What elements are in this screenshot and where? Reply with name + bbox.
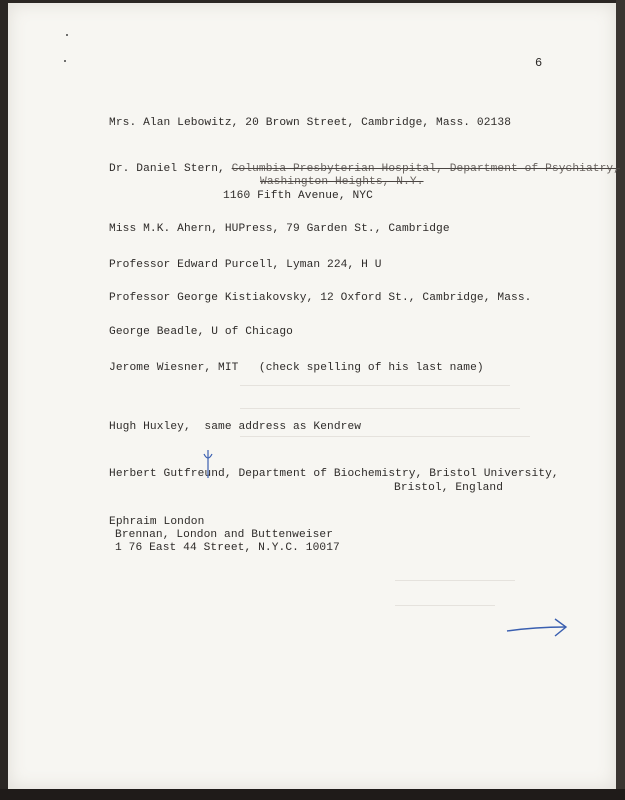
entry-london-line3: 1 76 East 44 Street, N.Y.C. 10017 xyxy=(115,542,340,554)
stern-name: Dr. Daniel Stern, xyxy=(109,163,232,175)
paper-speck xyxy=(66,34,68,36)
handwritten-correction-mark xyxy=(200,448,216,484)
page-number: 6 xyxy=(535,56,543,70)
entry-gutfreund-line2: Bristol, England xyxy=(394,482,504,494)
bleed-through-line xyxy=(395,605,495,606)
bleed-through-line xyxy=(395,580,515,581)
entry-ahern: Miss M.K. Ahern, HUPress, 79 Garden St., Cambridge xyxy=(109,223,450,235)
stern-struck-address-line1: Columbia Presbyterian Hospital, Department of Psychiatry, xyxy=(231,163,621,175)
bleed-through-line xyxy=(240,385,510,386)
stern-address: 1160 Fifth Avenue, NYC xyxy=(223,190,373,202)
bleed-through-line xyxy=(240,408,520,409)
entry-london-line2: Brennan, London and Buttenweiser xyxy=(115,529,334,541)
entry-beadle: George Beadle, U of Chicago xyxy=(109,326,293,338)
scanner-bottom-edge xyxy=(0,789,625,800)
entry-stern-line1 xyxy=(109,163,620,175)
entry-london-line1: Ephraim London xyxy=(109,516,205,528)
entry-wiesner: Jerome Wiesner, MIT (check spelling of his last name) xyxy=(109,362,484,374)
entry-kistiakovsky: Professor George Kistiakovsky, 12 Oxford St., Cambridge, Mass. xyxy=(109,292,532,304)
entry-huxley: Hugh Huxley, same address as Kendrew xyxy=(109,421,362,433)
handwritten-arrow-icon xyxy=(505,615,575,643)
bleed-through-line xyxy=(240,436,530,437)
stern-struck-address-line2: Washington Heights, N.Y. xyxy=(260,176,424,188)
entry-gutfreund-line1: Herbert Gutfreund, Department of Biochemistry, Bristol University, xyxy=(109,468,559,480)
entry-purcell: Professor Edward Purcell, Lyman 224, H U xyxy=(109,259,382,271)
paper-speck xyxy=(64,60,66,62)
entry-lebowitz: Mrs. Alan Lebowitz, 20 Brown Street, Cambridge, Mass. 02138 xyxy=(109,117,512,129)
scanner-edge xyxy=(616,0,625,800)
